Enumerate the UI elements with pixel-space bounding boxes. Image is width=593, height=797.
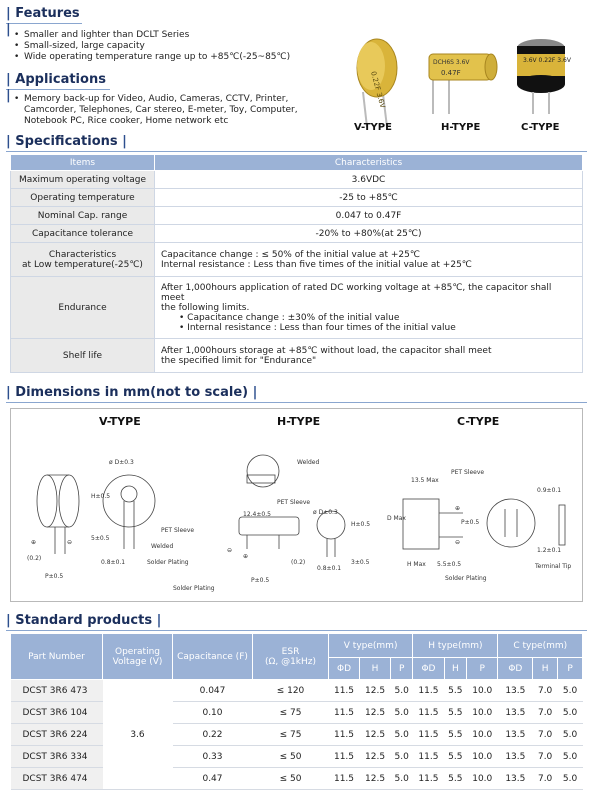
list-item: • Small-sized, large capacity	[14, 41, 145, 51]
specifications-heading: | Specifications |	[6, 134, 587, 152]
h-type-label: H-TYPE	[441, 122, 481, 133]
list-item: • Memory back-up for Video, Audio, Cameras, CCTV, Printer,	[14, 94, 289, 104]
table-row: DCST 3R6 104 0.10 ≤ 75 11.5 12.5 5.0 11.5 5.5 10.0 13.5 7.0 5.0	[11, 702, 583, 724]
features-heading: | Features |	[6, 6, 82, 24]
v-type-label: V-TYPE	[354, 122, 392, 133]
c-type-label: C-TYPE	[521, 122, 560, 133]
capacitor-photos	[345, 22, 590, 127]
products-table: Part Number Operating Voltage (V) Capacitance (F) ESR (Ω, @1kHz) V type(mm) H type(mm) C type(mm) ΦD H P ΦD H P ΦD H P DCST 3R6 473 3.6 0.047 ≤ 120 11.5 12.5 5.0 11.5 5.5 10.0 13.5 7.0 5.0 DCST 3R6 104 0.10 ≤ 75 11.5 12.5 5.0 11.5 5.5 10.0 13.5 7.0 5.0 DCST 3R6 224 0.22 ≤ 75 11.5 12.5 5.0 11.5 5.5 10.0 13.5 7.0 5.0 DCST 3R6 334 0.33 ≤ 50 11.5 12.5 5.0 11.5 5.5 10.0 13.5 7.0 5.0 DCST 3R6 474 0.47 ≤ 50 11.5 12.5 5.0 11.5 5.5 10.0 13.5 7.0 5.0	[10, 633, 583, 790]
col-items: Items	[11, 155, 155, 171]
specifications-table	[10, 154, 583, 373]
list-item: Notebook PC, Rice cooker, Home network etc	[24, 116, 229, 126]
table-row: Capacitance tolerance -20% to +80%(at 25℃)	[11, 225, 583, 243]
list-item: • Wide operating temperature range up to +85℃(-25~85℃)	[14, 52, 291, 62]
applications-list	[14, 94, 298, 127]
table-row: Operating temperature -25 to +85℃	[11, 189, 583, 207]
list-item: Camcorder, Telephones, Car stereo, E-meter, Toy, Computer,	[24, 105, 298, 115]
features-list	[14, 30, 290, 63]
products-heading: | Standard products |	[6, 613, 587, 631]
h-type-capacitor-photo	[429, 54, 497, 114]
table-row: DCST 3R6 473 3.6 0.047 ≤ 120 11.5 12.5 5.0 11.5 5.5 10.0 13.5 7.0 5.0	[11, 680, 583, 702]
dimensions-heading: | Dimensions in mm(not to scale) |	[6, 385, 587, 403]
table-row: Nominal Cap. range 0.047 to 0.47F	[11, 207, 583, 225]
dimensions-drawing: V-TYPE H-TYPE C-TYPE ø D±0.3 H±0.5 5±0.5 PET Sleeve Welded Solder Plating 0.8±0.1 (0.2) P±0.5 ⊕ ⊖ Welded PET Sleeve 12.4±0.5 ø D±0.3 H±0.5 0.8±0.1 3±0.5 (0.2) P±0.5 Solder Plating ⊕ ⊖ 13.5 Max PET Sleeve D Max P±0.5 H Max 5.5±0.5 Solder Plating 0.9±0.1 1.2±0.1 Terminal Tip ⊕ ⊖	[10, 408, 583, 602]
table-row: Maximum operating voltage 3.6VDC	[11, 171, 583, 189]
table-row: DCST 3R6 334 0.33 ≤ 50 11.5 12.5 5.0 11.5 5.5 10.0 13.5 7.0 5.0	[11, 746, 583, 768]
v-print: 0.22F 3.6V	[369, 70, 387, 109]
table-row: DCST 3R6 224 0.22 ≤ 75 11.5 12.5 5.0 11.5 5.5 10.0 13.5 7.0 5.0	[11, 724, 583, 746]
dim-h-title: H-TYPE	[277, 415, 321, 428]
dim-v-title: V-TYPE	[99, 415, 141, 428]
table-row: DCST 3R6 474 0.47 ≤ 50 11.5 12.5 5.0 11.5 5.5 10.0 13.5 7.0 5.0	[11, 768, 583, 790]
h-print-2: 0.47F	[441, 69, 461, 77]
dim-c-title: C-TYPE	[457, 415, 500, 428]
table-row: Shelf life After 1,000hours storage at +85℃ without load, the capacitor shall meet the specified limit for "Endurance"	[11, 339, 583, 373]
list-item: • Smaller and lighter than DCLT Series	[14, 30, 190, 40]
table-row: Endurance After 1,000hours application of rated DC working voltage at +85℃, the capacitor shall meet the following limits. • Capacitance change : ±30% of the initial value • Internal resistance : Less than four times of the initial value	[11, 277, 583, 339]
applications-heading: | Applications |	[6, 72, 110, 90]
h-print-1: DCH6S 3.6V	[433, 59, 470, 66]
c-print: 3.6V 0.22F 3.6V	[523, 57, 571, 64]
v-type-capacitor-photo	[357, 39, 397, 127]
c-type-capacitor-photo	[517, 39, 572, 114]
table-row: Characteristics at Low temperature(-25℃) Capacitance change : ≤ 50% of the initial value at +25℃ Internal resistance : Less than five times of the initial value at +25℃	[11, 243, 583, 277]
col-characteristics: Characteristics	[155, 155, 583, 171]
